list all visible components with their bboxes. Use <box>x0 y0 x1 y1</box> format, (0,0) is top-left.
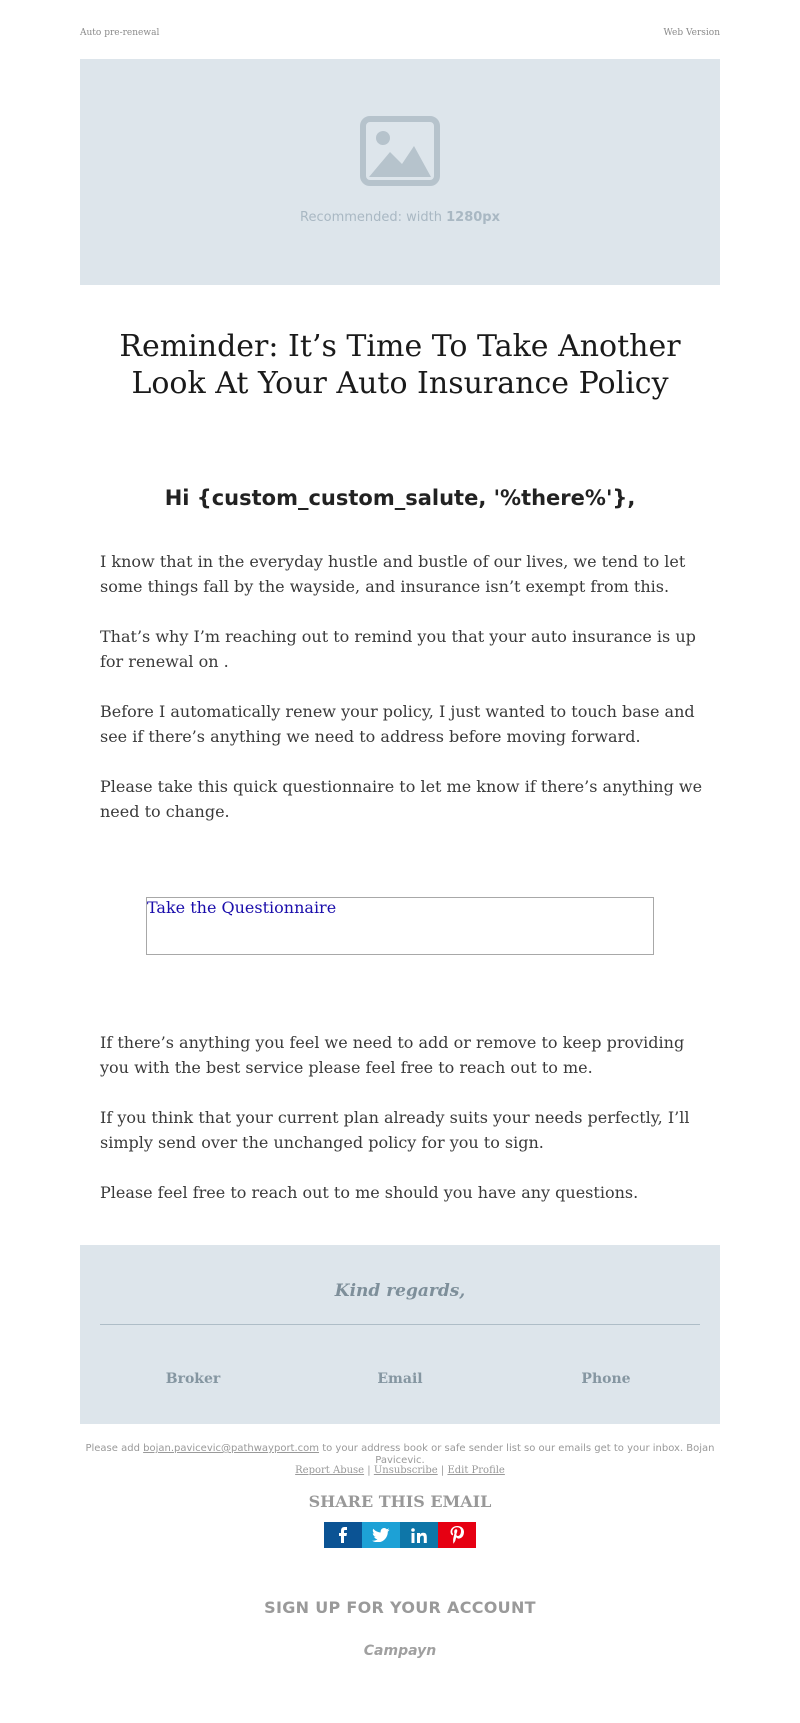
body-paragraph-4: Please take this quick questionnaire to let me know if there’s anything we need to change. <box>100 777 703 821</box>
body-paragraph-3: Before I automatically renew your policy, I just wanted to touch base and see if there’s anything we need to address before moving forward. <box>100 702 695 746</box>
pinterest-icon[interactable] <box>438 1522 476 1548</box>
social-share-buttons <box>324 1522 476 1548</box>
note-suffix: to your address book or safe sender list so our emails get to your inbox. Bojan Pavicevic. <box>319 1443 715 1466</box>
email-label: Email <box>377 1371 423 1387</box>
link-separator: | <box>364 1465 374 1476</box>
phone-label: Phone <box>581 1371 631 1387</box>
sender-email-link[interactable]: bojan.pavicevic@pathwayport.com <box>143 1443 320 1454</box>
recommended-width-text <box>80 210 720 225</box>
footer-links <box>80 1465 720 1476</box>
logo-text: Campayn <box>363 1643 437 1659</box>
greeting: Hi {custom_custom_salute, '%there%'}, <box>164 486 636 510</box>
body-paragraph-1: I know that in the everyday hustle and bustle of our lives, we tend to let some things fall by the wayside, and insurance isn’t exempt from this. <box>100 552 686 596</box>
recommended-label: Recommended: width <box>300 210 447 225</box>
preheader-text: Auto pre-renewal <box>80 28 160 38</box>
hero-image-placeholder <box>80 59 720 285</box>
broker-label: Broker <box>165 1371 221 1387</box>
link-separator: | <box>437 1465 448 1476</box>
image-placeholder-icon <box>360 116 440 186</box>
preheader-bar <box>80 28 720 42</box>
questionnaire-link[interactable]: Take the Questionnaire <box>147 898 337 917</box>
signup-link[interactable]: SIGN UP FOR YOUR ACCOUNT <box>264 1598 536 1617</box>
linkedin-icon[interactable] <box>400 1522 438 1548</box>
note-prefix: Please add <box>85 1443 144 1454</box>
report-abuse-link[interactable]: Report Abuse <box>295 1465 365 1476</box>
body-paragraph-5: If there’s anything you feel we need to add or remove to keep providing you with the best service please feel free to reach out to me. <box>100 1033 685 1077</box>
body-paragraph-6: If you think that your current plan already suits your needs perfectly, I’ll simply send over the unchanged policy for you to sign. <box>100 1108 690 1152</box>
body-paragraph-7: Please feel free to reach out to me should you have any questions. <box>100 1183 639 1202</box>
facebook-icon[interactable] <box>324 1522 362 1548</box>
campayn-logo[interactable] <box>80 1643 720 1659</box>
web-version-link[interactable]: Web Version <box>663 28 720 38</box>
questionnaire-button[interactable] <box>146 897 654 955</box>
share-title: SHARE THIS EMAIL <box>308 1492 492 1511</box>
page-title: Reminder: It’s Time To Take Another Look At Your Auto Insurance Policy <box>119 329 681 401</box>
twitter-icon[interactable] <box>362 1522 400 1548</box>
unsubscribe-link[interactable]: Unsubscribe <box>373 1465 438 1476</box>
body-paragraph-2: That’s why I’m reaching out to remind you that your auto insurance is up for renewal on . <box>100 627 696 671</box>
signature-divider <box>100 1324 700 1325</box>
address-book-note <box>80 1443 720 1467</box>
recommended-value: 1280px <box>446 210 500 225</box>
kind-regards: Kind regards, <box>334 1281 466 1301</box>
edit-profile-link[interactable]: Edit Profile <box>447 1465 505 1476</box>
signature-block <box>80 1245 720 1424</box>
